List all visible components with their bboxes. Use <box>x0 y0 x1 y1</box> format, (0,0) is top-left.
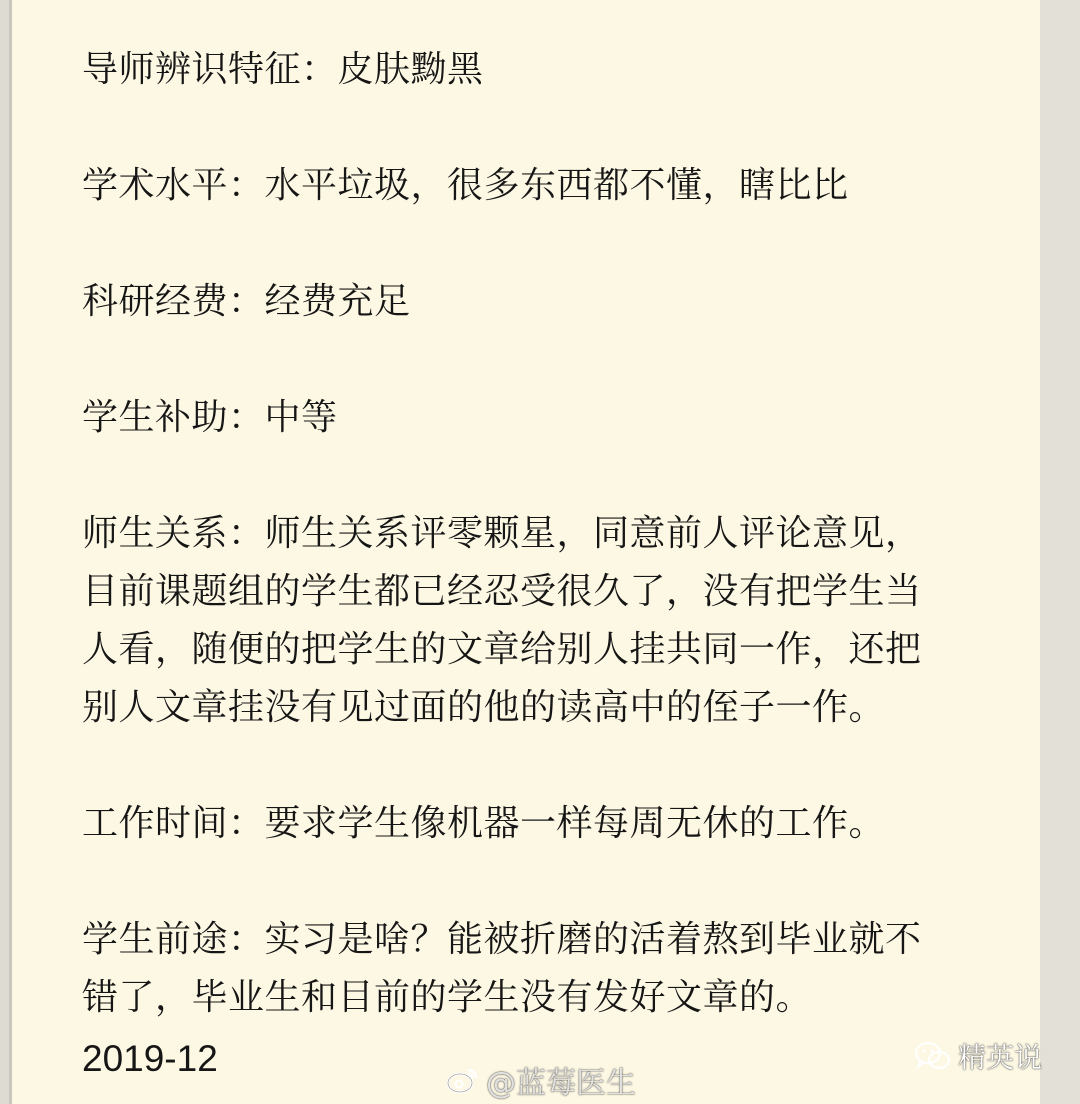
student-stipend-line: 学生补助：中等 <box>82 397 338 438</box>
working-hours-line: 工作时间：要求学生像机器一样每周无休的工作。 <box>82 803 886 844</box>
right-page-edge <box>1040 0 1080 1104</box>
paragraph-line: 目前课题组的学生都已经忍受很久了，没有把学生当 <box>82 571 922 612</box>
academic-level-line: 学术水平：水平垃圾，很多东西都不懂，瞎比比 <box>82 165 849 206</box>
research-funding-line: 科研经费：经费充足 <box>82 281 411 322</box>
weibo-handle: @蓝莓医生 <box>486 1066 636 1101</box>
paragraph-line: 学生前途：实习是啥？能被折磨的活着熬到毕业就不 <box>82 919 922 960</box>
advisor-feature-line: 导师辨识特征：皮肤黝黑 <box>82 49 484 90</box>
review-text-body <box>82 41 982 1027</box>
post-date: 2019-12 <box>82 1038 218 1079</box>
paragraph-line: 错了，毕业生和目前的学生没有发好文章的。 <box>82 977 813 1018</box>
paragraph-line: 师生关系：师生关系评零颗星，同意前人评论意见， <box>82 513 922 554</box>
teacher-student-relation-paragraph <box>82 505 982 737</box>
left-page-edge <box>0 0 12 1104</box>
weibo-logo-icon <box>446 1065 480 1095</box>
paragraph-line: 人看，随便的把学生的文章给别人挂共同一作，还把 <box>82 629 922 670</box>
wechat-logo-icon <box>914 1040 952 1072</box>
wechat-watermark <box>914 1036 1042 1076</box>
wechat-account-name: 精英说 <box>957 1041 1042 1074</box>
paragraph-line: 别人文章挂没有见过面的他的读高中的侄子一作。 <box>82 687 886 728</box>
weibo-watermark <box>446 1060 636 1100</box>
student-prospects-paragraph <box>82 911 982 1027</box>
